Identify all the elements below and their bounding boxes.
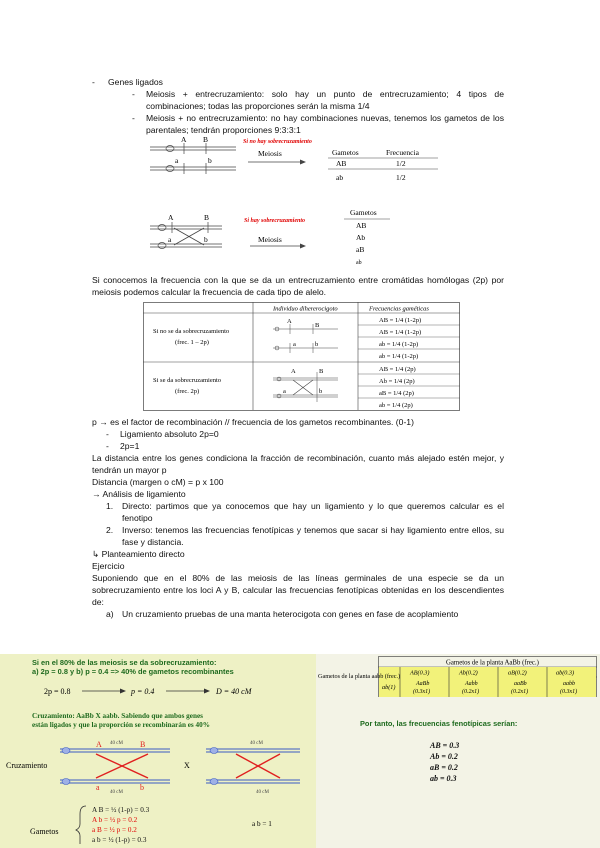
list-item-2p: 2p=1 (120, 441, 140, 451)
gamete-cell: aB (356, 245, 365, 254)
arrow-head-icon (204, 689, 210, 694)
row-label: Si se da sobrecruzamiento (153, 377, 222, 384)
arrow-head-icon (120, 689, 126, 694)
table2-title: Gametos de la planta AaBb (frec.) (446, 659, 539, 667)
locus-label: A (168, 213, 174, 222)
flow-step: D = 40 cM (216, 687, 252, 696)
locus-label: b (140, 783, 144, 792)
chromosome-pair-crossed (150, 222, 222, 249)
freq-cell: AB = 1/4 (1-2p) (379, 317, 422, 324)
cruzamiento-line1: Cruzamiento: AaBb X aabb. Sabiendo que ambos genes (32, 712, 203, 720)
diagram-no-sobrecruzamiento (140, 136, 480, 192)
freq-cell: AB = 1/4 (1-2p) (379, 329, 422, 336)
freq-cell: ab = 1/4 (2p) (379, 402, 413, 409)
gamete-cell: AB (356, 221, 367, 230)
locus-label: B (204, 213, 210, 222)
panel-line2: a) 2p = 0.8 y b) p = 0.4 => 40% de gametos recombinantes (32, 667, 234, 676)
table-frecuencias-gameticas (143, 302, 461, 412)
locus-label: a (283, 388, 286, 395)
mini-chromosome-diagram (273, 324, 338, 353)
gamete-freq: a b = ½ (1-p) = 0.3 (92, 836, 147, 844)
table2-header: ab(0.3) (556, 669, 575, 677)
result-item: Ab = 0.2 (430, 752, 458, 761)
freq-cell: ab = 1/4 (1-2p) (379, 341, 419, 348)
paragraph-enunciado: Suponiendo que en el 80% de las meiosis de las líneas germinales de una especie se da un sobrecruzamiento entre los loci A y B, calcular las frecuencias fenotípicas obtenidas en los descendientes de: (92, 573, 504, 607)
result-item: aB = 0.2 (430, 763, 458, 772)
dash-marker: - (106, 429, 109, 439)
dash-marker: - (92, 77, 95, 87)
table2-cell: (0.3x1) (413, 689, 431, 695)
paragraph-distancia: La distancia entre los genes condiciona la fracción de recombinación, cuanto más alejado estén mejor, y tendrán un mayor p (92, 453, 504, 475)
olist-item-directo: Directo: partimos que ya conocemos que hay un ligamiento y lo que queremos calcular es el fenotipo (122, 501, 504, 523)
table2-cell: (0.3x1) (560, 689, 578, 695)
cm-label: 40 cM (250, 741, 263, 746)
gamete-cell: AB (336, 159, 347, 168)
table2-cell: (0.2x1) (462, 689, 480, 695)
bullet-meiosis-no-entrecruzamiento: Meiosis + no entrecruzamiento: no hay combinaciones nuevas, tenemos los gametos de los parentales; tendrán proporciones 9:3:3:1 (146, 113, 504, 135)
table2-cell: AaBb (416, 681, 430, 687)
locus-label: a (293, 341, 296, 348)
bullet-meiosis-entrecruzamiento: Meiosis + entrecruzamiento: solo hay un punto de entrecruzamiento; 4 tipos de combinaciones; todas las proporciones serán la misma 1/4 (146, 89, 504, 111)
cruzamiento-line2: están ligados y que la proporción se recombinarán es 40% (32, 721, 210, 729)
table2-header: Ab(0.2) (459, 669, 478, 677)
table2-header: aB(0.2) (508, 669, 527, 677)
table2-cell: Aabb (465, 681, 478, 687)
flow-step: 2p = 0.8 (44, 687, 71, 696)
flow-step: p = 0.4 (131, 687, 155, 696)
gamete-freq-recessive: a b = 1 (252, 820, 272, 828)
table2-cell: aabb (563, 681, 575, 687)
table2-header: AB(0.3) (410, 669, 430, 677)
meiosis-label: Meiosis (258, 235, 282, 244)
gamete-freq: A B = ½ (1-p) = 0.3 (92, 806, 150, 814)
heading-genes-ligados: Genes ligados (108, 77, 163, 87)
locus-label: b (315, 341, 319, 348)
freq-cell: AB = 1/4 (2p) (379, 366, 416, 373)
table2-row-label: ab(1) (382, 684, 396, 691)
paragraph-ejercicio: Ejercicio (92, 561, 125, 571)
table-gametos-planta (316, 656, 600, 716)
freq-cell: Ab = 1/4 (2p) (379, 378, 415, 385)
cruzamiento-label: Cruzamiento (6, 761, 48, 770)
panel-diagram (0, 676, 316, 844)
brace-icon (76, 806, 86, 844)
col-frecuencia: Frecuencia (386, 148, 419, 157)
table2-cell: (0.2x1) (511, 689, 529, 695)
frequency-cell: 1/2 (396, 159, 406, 168)
result-intro: Por tanto, las frecuencias fenotípicas serían: (360, 719, 518, 728)
dash-marker: - (132, 89, 135, 99)
locus-label: B (140, 740, 146, 749)
freq-cell: aB = 1/4 (2p) (379, 390, 414, 397)
table2-side-label: Gametos de la planta aabb (frec.) (318, 673, 401, 680)
cm-label: 40 cM (110, 790, 123, 795)
table-header: Individuo dihererocigoto (273, 305, 338, 313)
col-gametos: Gametos (332, 148, 359, 157)
arrow-head-icon (300, 160, 306, 165)
locus-label: A (96, 740, 102, 749)
freq-cell: ab = 1/4 (1-2p) (379, 353, 419, 360)
locus-label: b (208, 156, 212, 165)
cross-symbol: X (184, 761, 190, 770)
paragraph-planteamiento: ↳ Planteamiento directo (92, 549, 185, 559)
gamete-cell: ab (356, 260, 362, 266)
item-a-text: Un cruzamiento pruebas de una manta heterocigota con genes en fase de acoplamiento (122, 609, 459, 619)
olist-item-inverso: Inverso: tenemos las frecuencias fenotípicas y tenemos que sacar si hay ligamiento entre ellos, su fase y distancia. (122, 525, 504, 547)
chromosome-right-cross (206, 748, 300, 785)
diagram-title: Si no hay sobrecruzamiento (243, 139, 312, 145)
paragraph-frecuencia: Si conocemos la frecuencia con la que se da un entrecruzamiento entre cromátidas homólogas (2p) por meiosis podemos calcular la frecuencia de cada tipo de alelo. (92, 275, 504, 297)
locus-label: A (287, 318, 292, 325)
panel-line1: Si en el 80% de las meiosis se da sobrecruzamiento: (32, 658, 217, 667)
result-item: ab = 0.3 (430, 774, 457, 783)
locus-label: B (319, 368, 324, 375)
row-label: Si no se da sobrecruzamiento (153, 328, 230, 335)
row-sublabel: (frec. 2p) (175, 388, 200, 395)
locus-label: b (319, 388, 323, 395)
table-header: Frecuencias gaméticas (369, 305, 429, 313)
chromosome-pair (150, 143, 236, 174)
locus-label: a (96, 783, 100, 792)
mini-chromosome-crossed (273, 372, 338, 402)
dash-marker: - (132, 113, 135, 123)
col-gametos: Gametos (350, 208, 377, 217)
gamete-cell: ab (336, 173, 344, 182)
locus-label: a (175, 156, 179, 165)
cm-label: 40 cM (110, 741, 123, 746)
diagram-title: Si hay sobrecruzamiento (244, 218, 306, 224)
item-label: a) (106, 609, 114, 619)
locus-label: B (315, 322, 320, 329)
chromosome-left-cross (60, 748, 170, 785)
dash-marker: - (106, 441, 109, 451)
locus-label: A (291, 368, 296, 375)
cm-label: 40 cM (256, 790, 269, 795)
gamete-freq: A b = ½ p = 0.2 (92, 816, 138, 824)
olist-number: 2. (106, 525, 114, 535)
diagram-sobrecruzamiento (140, 206, 480, 268)
frequency-cell: 1/2 (396, 173, 406, 182)
gamete-cell: Ab (356, 233, 366, 242)
olist-number: 1. (106, 501, 114, 511)
result-item: AB = 0.3 (430, 741, 460, 750)
meiosis-label: Meiosis (258, 149, 282, 158)
arrow-head-icon (300, 244, 306, 249)
paragraph-analisis: → Análisis de ligamiento (92, 489, 186, 499)
gametos-label: Gametos (30, 827, 59, 836)
locus-label: a (168, 235, 172, 244)
locus-label: b (204, 235, 208, 244)
row-sublabel: (frec. 1 – 2p) (175, 339, 209, 346)
gamete-freq: a B = ½ p = 0.2 (92, 826, 137, 834)
list-item-ligamiento: Ligamiento absoluto 2p=0 (120, 429, 219, 439)
table2-cell: aaBb (514, 681, 527, 687)
paragraph-factor-p: p → es el factor de recombinación // frecuencia de los gametos recombinantes. (0-1) (92, 417, 414, 427)
locus-label: A (181, 136, 187, 144)
locus-label: B (203, 136, 209, 144)
paragraph-formula-distancia: Distancia (margen o cM) = p x 100 (92, 477, 224, 487)
